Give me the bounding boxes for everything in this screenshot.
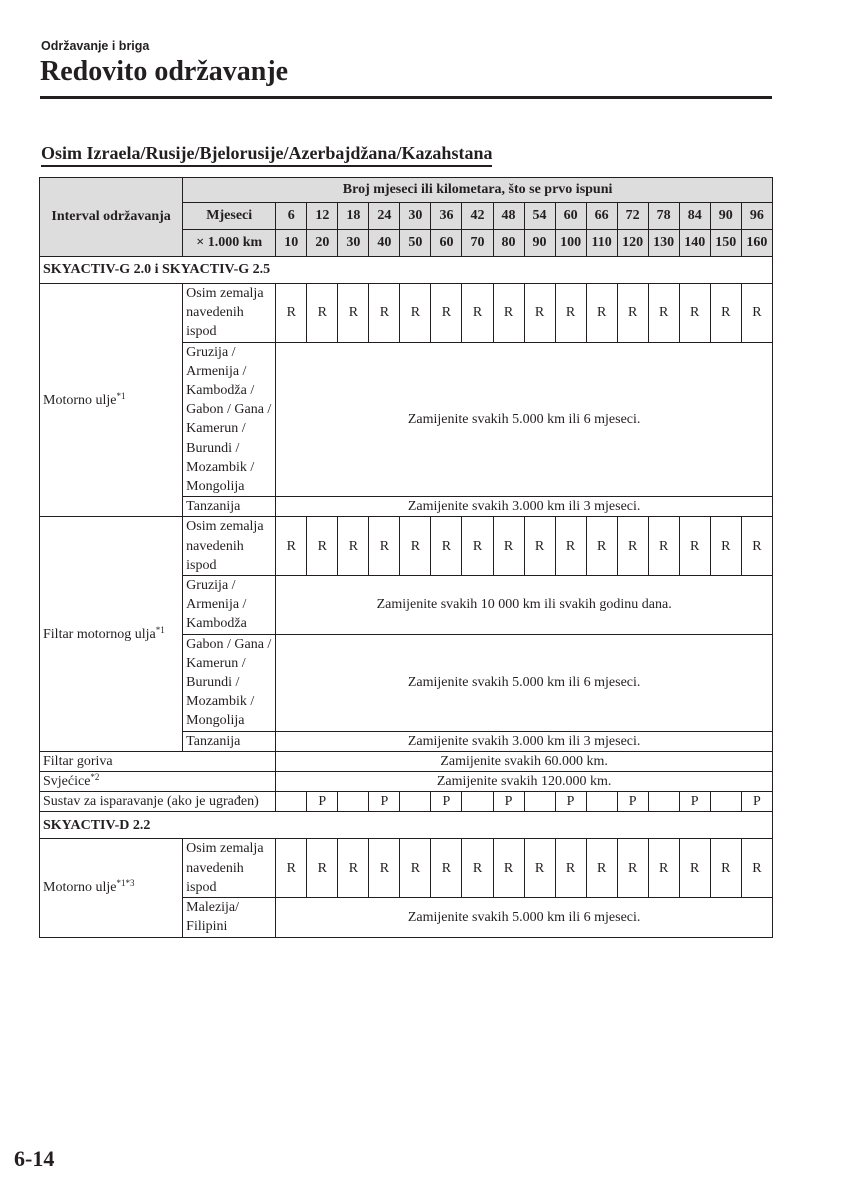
schedule-cell: R — [307, 839, 338, 898]
footnote-marker: *1*3 — [116, 878, 135, 889]
schedule-cell — [400, 792, 431, 812]
schedule-cell: R — [710, 839, 741, 898]
schedule-cell: R — [710, 284, 741, 343]
schedule-cell: R — [648, 284, 679, 343]
km-header: 80 — [493, 230, 524, 257]
km-header: 30 — [338, 230, 369, 257]
item-label: Filtar goriva — [43, 753, 113, 769]
item-label: Filtar motornog ulja — [43, 626, 156, 642]
month-header: 96 — [741, 203, 772, 230]
schedule-cell: R — [431, 284, 462, 343]
region-cell: Tanzanija — [183, 497, 276, 517]
region-cell: Tanzanija — [183, 731, 276, 751]
schedule-cell: R — [617, 284, 648, 343]
month-header: 78 — [648, 203, 679, 230]
schedule-text: Zamijenite svakih 120.000 km. — [276, 772, 773, 792]
km-header: 70 — [462, 230, 493, 257]
schedule-cell: R — [648, 517, 679, 576]
schedule-cell: R — [493, 517, 524, 576]
month-header: 60 — [555, 203, 586, 230]
schedule-text: Zamijenite svakih 5.000 km ili 6 mjeseci. — [276, 342, 773, 497]
month-header: 18 — [338, 203, 369, 230]
item-label: Motorno ulje — [43, 392, 117, 408]
schedule-cell — [276, 792, 307, 812]
km-header: 90 — [524, 230, 555, 257]
schedule-cell: R — [710, 517, 741, 576]
schedule-cell: P — [307, 792, 338, 812]
schedule-cell: R — [369, 284, 400, 343]
engine-heading: SKYACTIV-G 2.0 i SKYACTIV-G 2.5 — [40, 257, 773, 284]
schedule-cell: R — [555, 517, 586, 576]
month-header: 30 — [400, 203, 431, 230]
schedule-cell: R — [741, 517, 772, 576]
schedule-cell: R — [338, 284, 369, 343]
schedule-cell: R — [586, 284, 617, 343]
schedule-cell: R — [307, 284, 338, 343]
title-divider — [40, 96, 772, 99]
month-header: 90 — [710, 203, 741, 230]
section-heading: Osim Izraela/Rusije/Bjelorusije/Azerbajdžana/Kazahstana — [41, 143, 492, 167]
table-row — [40, 772, 773, 792]
schedule-cell: P — [679, 792, 710, 812]
schedule-cell: R — [462, 284, 493, 343]
table-row — [40, 284, 773, 343]
region-cell: Malezija/ Filipini — [183, 898, 276, 937]
schedule-text: Zamijenite svakih 3.000 km ili 3 mjeseci. — [276, 497, 773, 517]
km-header: 60 — [431, 230, 462, 257]
interval-group-header: Broj mjeseci ili kilometara, što se prvo ispuni — [183, 178, 773, 203]
month-header: 48 — [493, 203, 524, 230]
schedule-cell: R — [431, 517, 462, 576]
schedule-cell: R — [400, 517, 431, 576]
item-name — [40, 839, 183, 937]
schedule-cell: R — [338, 839, 369, 898]
schedule-cell: R — [276, 284, 307, 343]
km-header: 140 — [679, 230, 710, 257]
schedule-cell: R — [679, 517, 710, 576]
schedule-cell: R — [586, 839, 617, 898]
month-header: 6 — [276, 203, 307, 230]
table-row — [40, 839, 773, 898]
schedule-cell: R — [524, 517, 555, 576]
schedule-text: Zamijenite svakih 5.000 km ili 6 mjeseci. — [276, 634, 773, 731]
item-name — [40, 792, 276, 812]
region-cell: Gabon / Gana / Kamerun / Burundi / Mozambik / Mongolija — [183, 634, 276, 731]
schedule-cell — [710, 792, 741, 812]
schedule-cell: R — [493, 284, 524, 343]
schedule-cell: P — [741, 792, 772, 812]
months-label: Mjeseci — [183, 203, 276, 230]
schedule-text: Zamijenite svakih 10 000 km ili svakih godinu dana. — [276, 576, 773, 635]
month-header: 84 — [679, 203, 710, 230]
schedule-cell: R — [555, 839, 586, 898]
table-row — [40, 792, 773, 812]
km-label: × 1.000 km — [183, 230, 276, 257]
schedule-cell: R — [524, 839, 555, 898]
km-header: 120 — [617, 230, 648, 257]
km-header: 50 — [400, 230, 431, 257]
km-header: 110 — [586, 230, 617, 257]
schedule-cell: R — [617, 839, 648, 898]
region-cell: Osim zemalja navedenih ispod — [183, 517, 276, 576]
region-cell: Gruzija / Armenija / Kambodža — [183, 576, 276, 635]
schedule-cell: R — [679, 839, 710, 898]
month-header: 42 — [462, 203, 493, 230]
schedule-cell: P — [431, 792, 462, 812]
item-name — [40, 517, 183, 751]
month-header: 54 — [524, 203, 555, 230]
schedule-cell: R — [307, 517, 338, 576]
section-label: Održavanje i briga — [41, 39, 150, 53]
schedule-cell: R — [431, 839, 462, 898]
schedule-cell: R — [555, 284, 586, 343]
footnote-marker: *1 — [155, 624, 165, 635]
table-row — [40, 517, 773, 576]
schedule-cell: R — [462, 839, 493, 898]
maintenance-table — [39, 177, 773, 938]
month-header: 36 — [431, 203, 462, 230]
footnote-marker: *2 — [90, 772, 100, 783]
item-label: Sustav za isparavanje (ako je ugrađen) — [43, 794, 259, 810]
schedule-cell — [524, 792, 555, 812]
schedule-cell: R — [400, 839, 431, 898]
schedule-cell: R — [462, 517, 493, 576]
km-header: 20 — [307, 230, 338, 257]
schedule-cell — [586, 792, 617, 812]
table-row — [40, 257, 773, 284]
table-row — [40, 812, 773, 839]
schedule-cell: R — [276, 839, 307, 898]
schedule-cell: R — [617, 517, 648, 576]
item-name — [40, 284, 183, 517]
schedule-cell: R — [586, 517, 617, 576]
item-label: Motorno ulje — [43, 880, 117, 896]
table-row — [40, 178, 773, 203]
km-header: 100 — [555, 230, 586, 257]
schedule-cell — [648, 792, 679, 812]
schedule-cell: R — [400, 284, 431, 343]
schedule-cell: R — [648, 839, 679, 898]
schedule-cell: R — [524, 284, 555, 343]
km-header: 160 — [741, 230, 772, 257]
page-title: Redovito održavanje — [40, 56, 289, 87]
footnote-marker: *1 — [116, 390, 126, 401]
schedule-text: Zamijenite svakih 3.000 km ili 3 mjeseci. — [276, 731, 773, 751]
schedule-cell: R — [741, 839, 772, 898]
schedule-cell: R — [369, 839, 400, 898]
month-header: 66 — [586, 203, 617, 230]
schedule-cell: R — [741, 284, 772, 343]
table-row — [40, 751, 773, 771]
schedule-text: Zamijenite svakih 5.000 km ili 6 mjeseci. — [276, 898, 773, 937]
month-header: 12 — [307, 203, 338, 230]
schedule-cell — [338, 792, 369, 812]
page-number: 6-14 — [14, 1146, 55, 1171]
item-label: Svjećice — [43, 774, 91, 790]
km-header: 150 — [710, 230, 741, 257]
schedule-cell: P — [493, 792, 524, 812]
schedule-cell — [462, 792, 493, 812]
schedule-cell: R — [679, 284, 710, 343]
month-header: 72 — [617, 203, 648, 230]
schedule-cell: R — [338, 517, 369, 576]
interval-header: Interval održavanja — [40, 178, 183, 257]
km-header: 130 — [648, 230, 679, 257]
region-cell: Gruzija / Armenija / Kambodža / Gabon / Gana / Kamerun / Burundi / Mozambik / Mongolija — [183, 342, 276, 497]
item-name — [40, 751, 276, 771]
schedule-cell: R — [276, 517, 307, 576]
schedule-cell: P — [555, 792, 586, 812]
km-header: 40 — [369, 230, 400, 257]
schedule-cell: P — [617, 792, 648, 812]
schedule-cell: R — [493, 839, 524, 898]
item-name — [40, 772, 276, 792]
month-header: 24 — [369, 203, 400, 230]
schedule-text: Zamijenite svakih 60.000 km. — [276, 751, 773, 771]
km-header: 10 — [276, 230, 307, 257]
region-cell: Osim zemalja navedenih ispod — [183, 839, 276, 898]
schedule-cell: R — [369, 517, 400, 576]
region-cell: Osim zemalja navedenih ispod — [183, 284, 276, 343]
schedule-cell: P — [369, 792, 400, 812]
engine-heading: SKYACTIV-D 2.2 — [40, 812, 773, 839]
